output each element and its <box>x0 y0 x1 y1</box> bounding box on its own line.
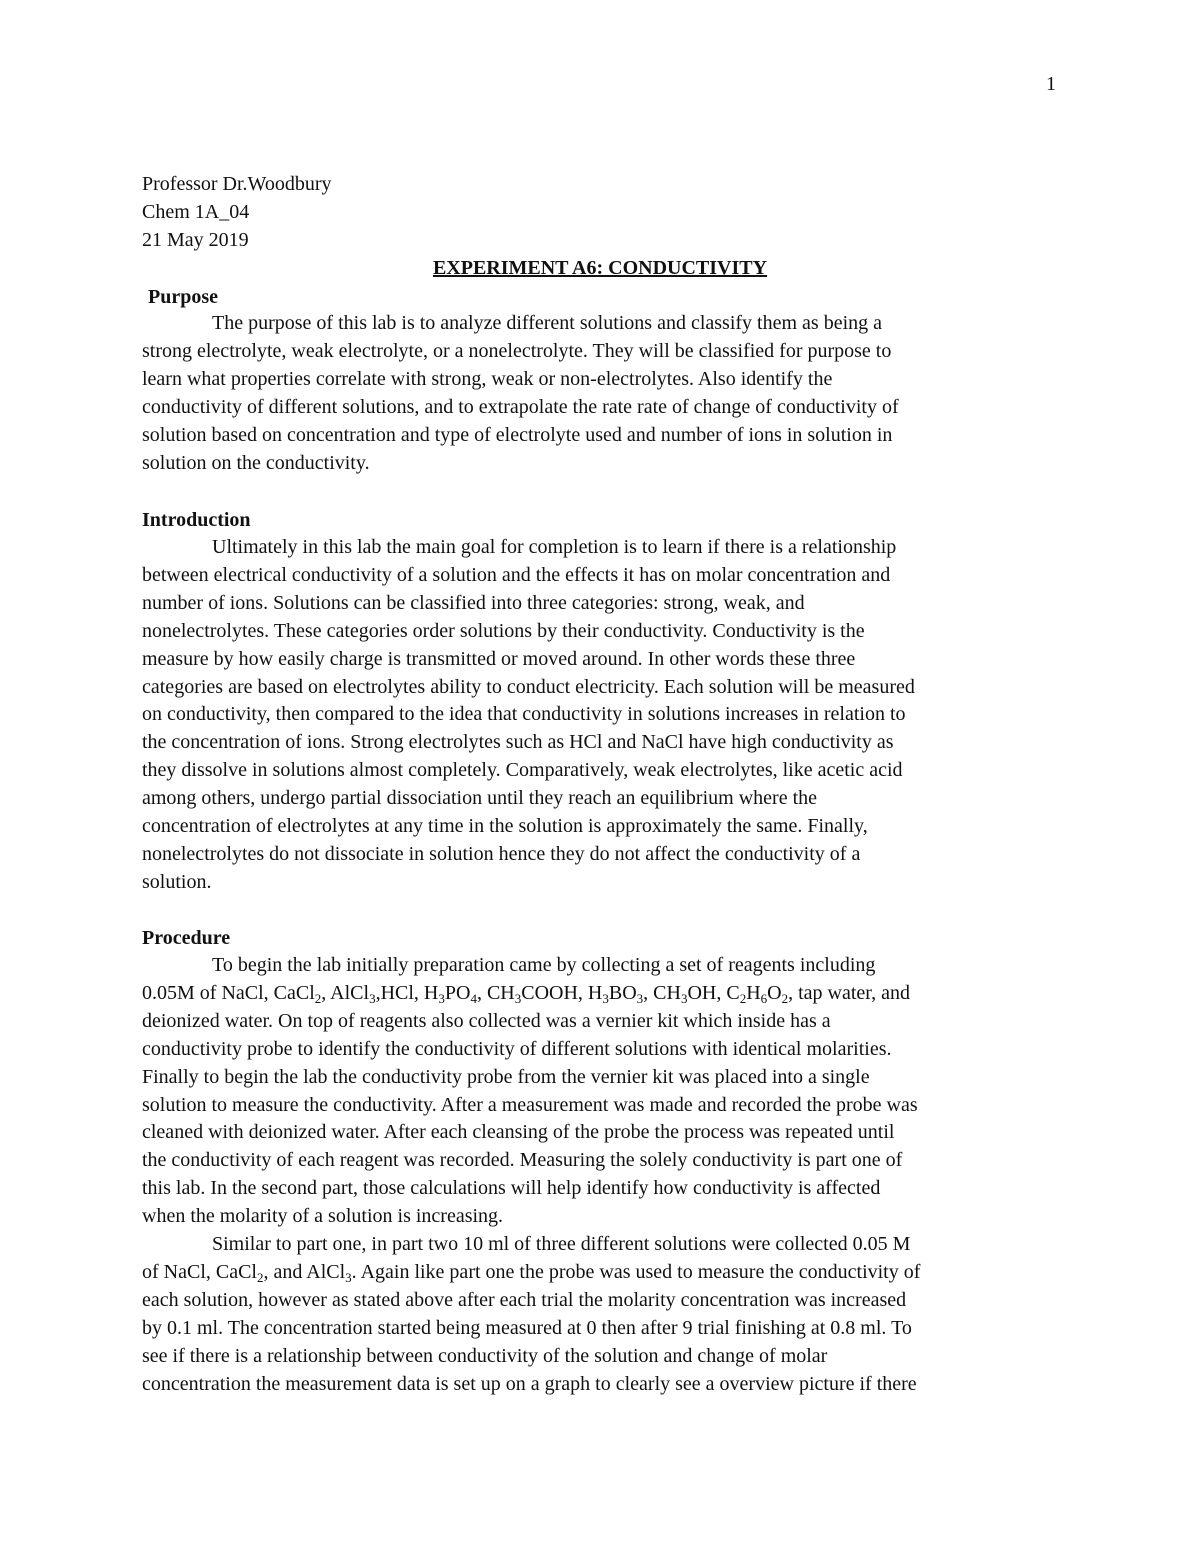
reagents-line: 0.05M of NaCl, CaCl$_2$, AlCl$_3$,HCl, $H_3PO_4$, $CH_3COOH$, $H_3BO_3$, $CH_3OH$, $C_2H_6O_2$, tap water, and <box>142 981 911 1006</box>
purpose-line: strong electrolyte, weak electrolyte, or a nonelectrolyte. They will be classified for purpose to <box>142 339 892 362</box>
procedure-line: each solution, however as stated above after each trial the molarity concentration was increased <box>142 1288 907 1311</box>
introduction-line: categories are based on electrolytes ability to conduct electricity. Each solution will be measured <box>142 675 915 698</box>
introduction-line: nonelectrolytes. These categories order solutions by their conductivity. Conductivity is the <box>142 619 865 642</box>
salts-line: of NaCl, CaCl$_2$, and AlCl$_3$. Again like part one the probe was used to measure the conductivity of <box>142 1260 921 1285</box>
purpose-line: conductivity of different solutions, and to extrapolate the rate rate of change of conductivity of <box>142 395 899 418</box>
procedure-line: solution to measure the conductivity. After a measurement was made and recorded the probe was <box>142 1093 918 1116</box>
introduction-line: on conductivity, then compared to the idea that conductivity in solutions increases in relation to <box>142 703 906 726</box>
date-line: 21 May 2019 <box>142 229 249 251</box>
procedure-line: this lab. In the second part, those calculations will help identify how conductivity is affected <box>142 1177 881 1200</box>
purpose-paragraph <box>142 310 899 477</box>
introduction-line: solution. <box>142 870 212 893</box>
purpose-heading: Purpose <box>148 286 218 308</box>
course-line: Chem 1A_04 <box>142 201 250 223</box>
procedure-line: conductivity probe to identify the conductivity of different solutions with identical molarities. <box>142 1037 892 1060</box>
procedure-paragraph <box>142 952 920 1399</box>
introduction-line: the concentration of ions. Strong electrolytes such as HCl and NaCl have high conductivity as <box>142 731 894 754</box>
procedure-line: when the molarity of a solution is increasing. <box>142 1205 504 1228</box>
purpose-line: solution based on concentration and type of electrolyte used and number of ions in solution in <box>142 423 893 446</box>
procedure-line: by 0.1 ml. The concentration started being measured at 0 then after 9 trial finishing at 0.8 ml. To <box>142 1316 912 1339</box>
procedure-line: concentration the measurement data is set up on a graph to clearly see a overview picture if there <box>142 1372 917 1395</box>
introduction-line: between electrical conductivity of a solution and the effects it has on molar concentration and <box>142 563 891 586</box>
procedure-line: deionized water. On top of reagents also collected was a vernier kit which inside has a <box>142 1009 831 1032</box>
purpose-line: learn what properties correlate with strong, weak or non-electrolytes. Also identify the <box>142 367 833 390</box>
purpose-line: The purpose of this lab is to analyze different solutions and classify them as being a <box>212 312 883 334</box>
introduction-line: concentration of electrolytes at any time in the solution is approximately the same. Finally, <box>142 815 868 838</box>
introduction-line: nonelectrolytes do not dissociate in solution hence they do not affect the conductivity of a <box>142 842 861 865</box>
introduction-line: among others, undergo partial dissociation until they reach an equilibrium where the <box>142 787 817 810</box>
procedure-line: To begin the lab initially preparation came by collecting a set of reagents including <box>212 954 876 976</box>
procedure-line: the conductivity of each reagent was recorded. Measuring the solely conductivity is part one of <box>142 1149 903 1172</box>
introduction-line: number of ions. Solutions can be classified into three categories: strong, weak, and <box>142 591 805 614</box>
procedure-line: cleaned with deionized water. After each cleansing of the probe the process was repeated until <box>142 1121 895 1144</box>
purpose-line: solution on the conductivity. <box>142 451 370 474</box>
procedure-line: see if there is a relationship between conductivity of the solution and change of molar <box>142 1344 828 1367</box>
page-title: EXPERIMENT A6: CONDUCTIVITY <box>432 257 768 279</box>
introduction-heading: Introduction <box>142 509 251 531</box>
procedure-line: Finally to begin the lab the conductivity probe from the vernier kit was placed into a single <box>142 1065 870 1088</box>
introduction-line: Ultimately in this lab the main goal for completion is to learn if there is a relationship <box>212 536 897 558</box>
introduction-line: measure by how easily charge is transmitted or moved around. In other words these three <box>142 647 856 670</box>
procedure-line: Similar to part one, in part two 10 ml of three different solutions were collected 0.05 M <box>212 1233 911 1256</box>
introduction-paragraph <box>142 534 915 897</box>
introduction-line: they dissolve in solutions almost completely. Comparatively, weak electrolytes, like acetic acid <box>142 759 903 782</box>
professor-line: Professor Dr.Woodbury <box>142 173 332 195</box>
header-block <box>142 170 331 254</box>
page-number: 1 <box>1046 73 1056 95</box>
procedure-heading: Procedure <box>142 927 231 949</box>
